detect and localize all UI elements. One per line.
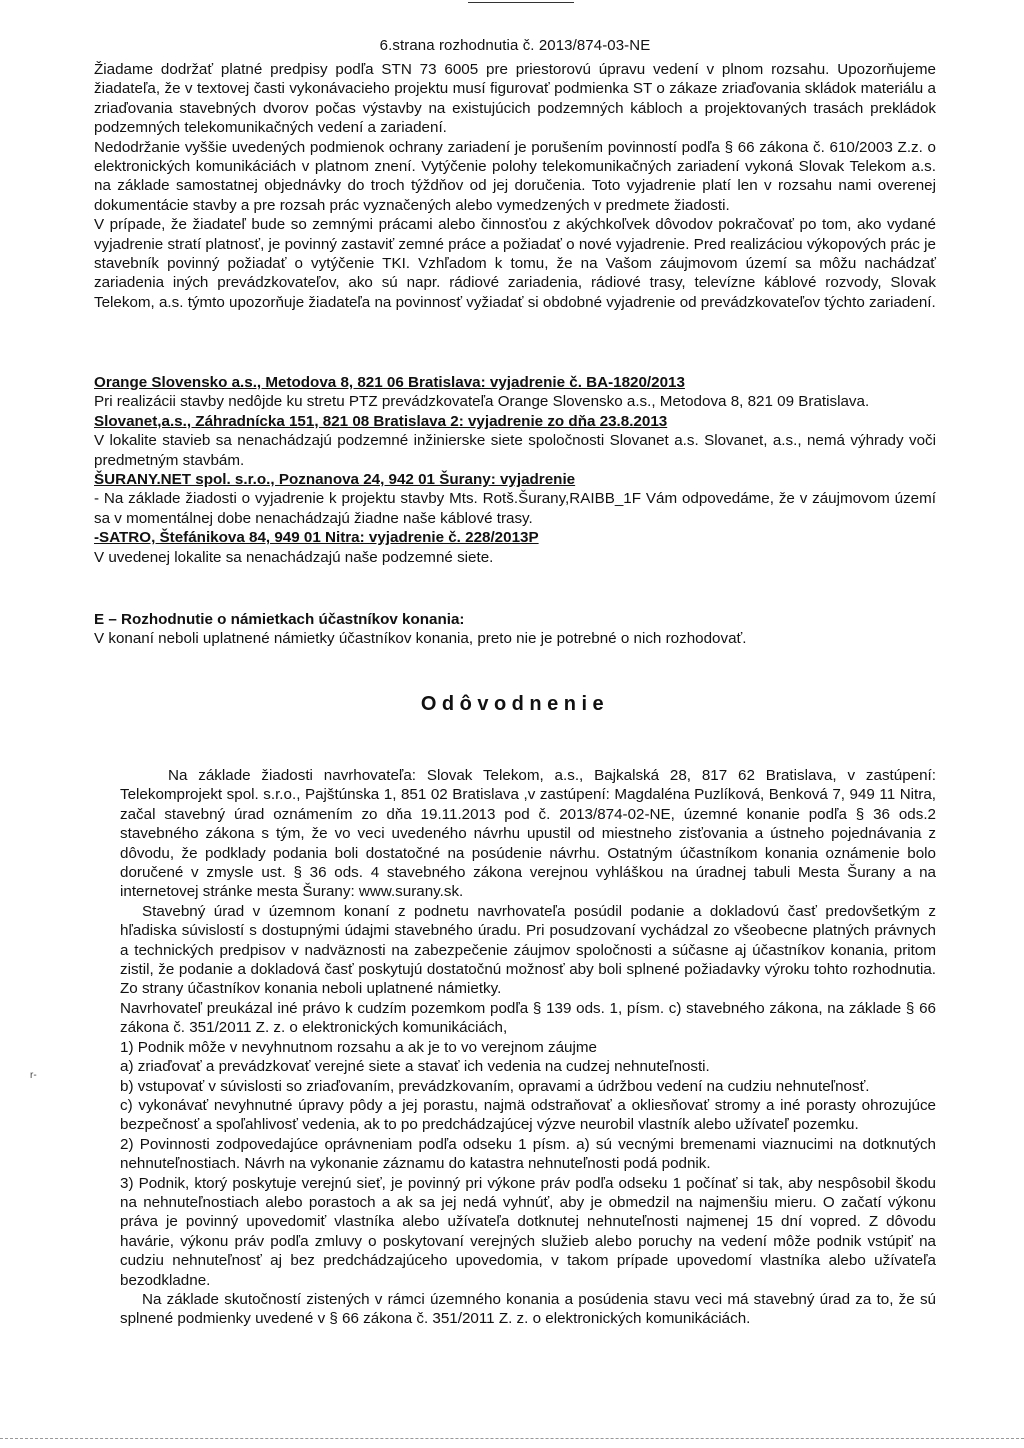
list-item: b) vstupovať v súvislosti so zriaďovaním, prevádzkovaním, opravami a údržbou vedení na cudziu nehnuteľnosť. [120, 1077, 870, 1095]
top-rule [468, 2, 574, 3]
list-item: 2) Povinnosti zodpovedajúce oprávneniam podľa odseku 1 písm. a) sú vecnými bremenami viaznucimi na dotknutých nehnuteľnostiach. Návrh na vykonanie záznamu do katastra nehnuteľnosti podá podnik. [120, 1135, 936, 1173]
list-item: 1) Podnik môže v nevyhnutnom rozsahu a ak je to vo verejnom záujme [120, 1038, 597, 1056]
paragraph: Na základe žiadosti navrhovateľa: Slovak Telekom, a.s., Bajkalská 28, 817 62 Bratislava, v zastúpení: Telekomprojekt spol. s.r.o., Pajštúnska 1, 851 02 Bratislava ,v zastúpení: Magdaléna Puzlíková, Benková 7, 949 11 Nitra, začal stavebný úrad oznámením zo dňa 19.11.2013 pod č. 2013/874-02-NE, územné konanie podľa § 36 ods.2 stavebného zákona s tým, že vo veci uvedeného návrhu upustil od miestneho zisťovania a ústneho pojednávania z dôvodu, že podklady podania boli dostatočné na posúdenie návrhu. Ostatným účastníkom konania oznámenie bolo doručené v zmysle ust. § 36 ods. 4 stavebného zákona verejnou vyhláškou na úradnej tabuli Mesta Šurany a na internetovej stránke mesta Šurany: www.surany.sk. [120, 767, 936, 901]
list-item: c) vykonávať nevyhnutné úpravy pôdy a jej porastu, najmä odstraňovať a okliesňovať stromy a iné porasty ohrozujúce bezpečnosť a spoľahlivosť vedenia, ak to po predchádzajúcej výzve neurobil vlastník alebo užívateľ pozemku. [120, 1096, 936, 1134]
section-e-text: V konaní neboli uplatnené námietky účastníkov konania, preto nie je potrebné o nich rozhodovať. [94, 630, 747, 648]
block-operators [94, 373, 936, 567]
paragraph: Stavebný úrad v územnom konaní z podnetu navrhovateľa posúdil podanie a dokladovú časť predovšetkým z hľadiska súvislostí s dostupnými údajmi stavebného úradu. Pri posudzovaní vychádzal zo všeobecne platných právnych a technických predpisov v nadväznosti na zabezpečenie záujmov spoločnosti a súčasne aj účastníkov konania, pritom zistil, že podanie a dokladová časť poskytujú dostatočnú možnosť aby boli splnené požiadavky výroku tohto rozhodnutia. Zo strany účastníkov konania neboli uplatnené námietky. [120, 902, 936, 998]
margin-mark: r- [30, 1070, 37, 1081]
slovanet-text: V lokalite stavieb sa nenachádzajú podzemné inžinierske siete spoločnosti Slovanet a.s. Slovanet, a.s., nemá výhrady voči predmetným stavbám. [94, 432, 936, 469]
block-conditions [94, 60, 936, 312]
satro-heading: -SATRO, Štefánikova 84, 949 01 Nitra: vyjadrenie č. 228/2013P [94, 529, 539, 547]
slovanet-heading: Slovanet,a.s., Záhradnícka 151, 821 08 Bratislava 2: vyjadrenie zo dňa 23.8.2013 [94, 412, 668, 430]
surany-heading: ŠURANY.NET spol. s.r.o., Poznanova 24, 942 01 Šurany: vyjadrenie [94, 471, 576, 489]
paragraph: Nedodržanie vyššie uvedených podmienok ochrany zariadení je porušením povinností podľa § 66 zákona č. 610/2003 Z.z. o elektronických komunikáciách v platnom znení. Vytýčenie polohy telekomunikačných zariadení vykoná Slovak Telekom a.s. na základe samostatnej objednávky do troch týždňov od jej doručenia. Toto vyjadrenie platí len v rozsahu nami overenej dokumentácie stavby a pre rozsah prác vyznačených alebo vymedzených v predmete žiadosti. [94, 138, 936, 214]
list-item: 3) Podnik, ktorý poskytuje verejnú sieť, je povinný pri výkone práv podľa odseku 1 počínať si tak, aby nespôsobil škodu na nehnuteľnostiach alebo porastoch a ak sa jej nedá vyhnúť, aby je obmedzil na najmenšiu mieru. O začatí výkonu práva je povinný upovedomiť vlastníka alebo užívateľa dotknutej nehnuteľnosti najmenej 15 dní vopred. Z dôvodu havárie, výkonu práv podľa zmluvy o poskytovaní verejných služieb alebo poruchy na vedení môže podnik vstúpiť na cudziu nehnuteľnosť aj bez predchádzajúceho upovedomia, v takom prípade upovedomí vlastníka alebo užívateľa bezodkladne. [120, 1174, 936, 1289]
orange-heading: Orange Slovensko a.s., Metodova 8, 821 06 Bratislava: vyjadrenie č. BA-1820/2013 [94, 374, 685, 391]
closing-paragraph: Na základe skutočností zistených v rámci územného konania a posúdenia stavu veci má stavebný úrad za to, že sú splnené podmienky uvedené v § 66 zákona č. 351/2011 Z. z. o elektronických komunikáciách. [120, 1290, 936, 1328]
odovodnenie-title: Odôvodnenie [420, 693, 610, 715]
orange-text: Pri realizácii stavby nedôjde ku stretu PTZ prevádzkovateľa Orange Slovensko a.s., Metodova 8, 821 09 Bratislava. [94, 393, 870, 411]
bottom-rule [0, 1438, 1024, 1439]
paragraph: Žiadame dodržať platné predpisy podľa STN 73 6005 pre priestorovú úpravu vedení v plnom rozsahu. Upozorňujeme žiadateľa, že v textovej časti vykonávacieho projektu musí figurovať podmienka ST o zákaze zriaďovania skládok materiálu a zriaďovania stavebných dvorov počas výstavby na existujúcich podzemných kábloch a projektovaných trasách prekládok podzemných telekomunikačných vedení a zariadení. [94, 61, 936, 137]
satro-text: V uvedenej lokalite sa nenachádzajú naše podzemné siete. [94, 548, 494, 566]
section-e [94, 610, 936, 649]
list-item: a) zriaďovať a prevádzkovať verejné siete a stavať ich vedenia na cudzej nehnuteľnosti. [120, 1058, 710, 1076]
section-e-heading: E – Rozhodnutie o námietkach účastníkov konania: [94, 611, 465, 628]
page-header: 6.strana rozhodnutia č. 2013/874-03-NE [379, 37, 651, 54]
surany-text: - Na základe žiadosti o vyjadrenie k projektu stavby Mts. Rotš.Šurany,RAIBB_1F Vám odpovedáme, že v záujmovom území sa v momentálnej dobe nenachádzajú žiadne naše káblové trasy. [94, 490, 936, 527]
paragraph: Navrhovateľ preukázal iné právo k cudzím pozemkom podľa § 139 ods. 1, písm. c) stavebného zákona, na základe § 66 zákona č. 351/2011 Z. z. o elektronických komunikáciách, [120, 999, 936, 1037]
paragraph: V prípade, že žiadateľ bude so zemnými prácami alebo činnosťou z akýchkoľvek dôvodov pokračovať po tom, ako vydané vyjadrenie stratí platnosť, je povinný zastaviť zemné práce a požiadať o nové vyjadrenie. Pred realizáciou výkopových prác je stavebník povinný požiadať o vytýčenie TKI. Vzhľadom k tomu, že na Vašom záujmovom území sa môžu nachádzať zariadenia iných prevádzkovateľov, ako sú napr. rádiové zariadenia, rádiové trasy, televízne káblové rozvody, Slovak Telekom, a.s. týmto upozorňuje žiadateľa na povinnosť vyžiadať si obdobné vyjadrenie od prevádzkovateľov týchto zariadení. [94, 216, 936, 311]
odovodnenie-body [120, 766, 936, 1329]
